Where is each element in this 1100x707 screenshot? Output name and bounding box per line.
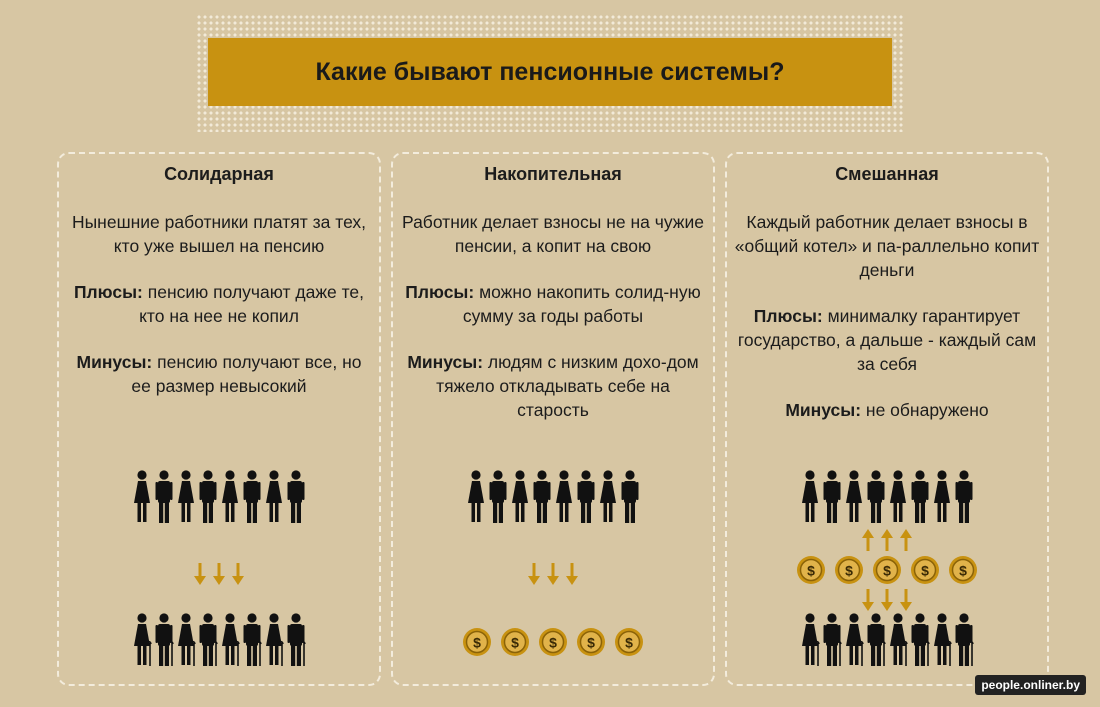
arrow-down-icon <box>898 588 914 612</box>
arrows-up <box>727 528 1047 552</box>
elderly-person-icon <box>176 613 196 667</box>
coin-icon <box>872 555 902 585</box>
svg-text:$: $ <box>959 562 967 579</box>
card-title: Солидарная <box>164 164 274 184</box>
elderly-person-icon <box>910 613 930 667</box>
arrow-down-icon <box>879 588 895 612</box>
coin-icon <box>462 627 492 657</box>
cons-value: людям с низким дохо-дом тяжело откладывать себе на старость <box>436 352 699 420</box>
arrow-down-icon <box>211 562 227 586</box>
person-icon <box>620 470 640 524</box>
workers-row <box>59 470 379 524</box>
elderly-person-icon <box>132 613 152 667</box>
pros-label: Плюсы: <box>753 306 823 326</box>
person-icon <box>220 470 240 524</box>
arrow-down-icon <box>564 562 580 586</box>
person-icon <box>554 470 574 524</box>
elderly-person-icon <box>822 613 842 667</box>
card-title: Смешанная <box>835 164 939 184</box>
cons-text <box>65 350 373 398</box>
retirees-row <box>727 613 1047 667</box>
pros-text <box>733 304 1041 376</box>
card-description <box>733 210 1041 444</box>
elderly-person-icon <box>242 613 262 667</box>
svg-text:$: $ <box>883 562 891 579</box>
person-icon <box>488 470 508 524</box>
pros-value: можно накопить солид-ную сумму за годы работы <box>462 282 701 326</box>
person-icon <box>242 470 262 524</box>
pros-value: минималку гарантирует государство, а дальше - каждый сам за себя <box>737 306 1037 374</box>
person-icon <box>132 470 152 524</box>
cons-value: не обнаружено <box>865 400 989 420</box>
svg-text:$: $ <box>625 634 633 651</box>
arrow-down-icon <box>526 562 542 586</box>
elderly-person-icon <box>198 613 218 667</box>
arrow-down-icon <box>192 562 208 586</box>
elderly-person-icon <box>220 613 240 667</box>
coin-icon <box>538 627 568 657</box>
person-icon <box>932 470 952 524</box>
arrow-up-icon <box>879 528 895 552</box>
pros-label: Плюсы: <box>405 282 475 302</box>
person-icon <box>154 470 174 524</box>
person-icon <box>910 470 930 524</box>
workers-row <box>727 470 1047 524</box>
person-icon <box>466 470 486 524</box>
person-icon <box>866 470 886 524</box>
elderly-person-icon <box>866 613 886 667</box>
svg-text:$: $ <box>511 634 519 651</box>
arrow-down-icon <box>545 562 561 586</box>
coin-icon <box>500 627 530 657</box>
retirees-row <box>59 613 379 667</box>
pros-text <box>65 280 373 328</box>
coin-icon <box>576 627 606 657</box>
coins-row <box>393 627 713 657</box>
title-banner <box>208 38 892 106</box>
person-icon <box>888 470 908 524</box>
person-icon <box>510 470 530 524</box>
cons-text <box>733 398 1041 422</box>
card-smeshannaya <box>725 152 1049 686</box>
pros-text <box>399 280 707 328</box>
person-icon <box>264 470 284 524</box>
card-description <box>399 210 707 444</box>
elderly-person-icon <box>932 613 952 667</box>
arrows-down <box>393 562 713 586</box>
cons-text <box>399 350 707 422</box>
person-icon <box>954 470 974 524</box>
card-title: Накопительная <box>484 164 622 184</box>
system-description: Нынешние работники платят за тех, кто уже вышел на пенсию <box>71 212 367 256</box>
arrows-down <box>59 562 379 586</box>
arrow-up-icon <box>860 528 876 552</box>
system-description: Работник делает взносы не на чужие пенсии, а копит на свою <box>401 212 704 256</box>
svg-text:$: $ <box>921 562 929 579</box>
arrows-down <box>727 588 1047 612</box>
coin-icon <box>834 555 864 585</box>
arrow-up-icon <box>898 528 914 552</box>
arrow-down-icon <box>860 588 876 612</box>
svg-text:$: $ <box>473 634 481 651</box>
person-icon <box>822 470 842 524</box>
svg-text:$: $ <box>845 562 853 579</box>
system-description: Каждый работник делает взносы в «общий котел» и па-раллельно копит деньги <box>734 212 1040 280</box>
card-nakopitelnaya <box>391 152 715 686</box>
cons-value: пенсию получают все, но ее размер невысокий <box>131 352 362 396</box>
cons-label: Минусы: <box>785 400 862 420</box>
coin-icon <box>910 555 940 585</box>
svg-text:$: $ <box>587 634 595 651</box>
person-icon <box>286 470 306 524</box>
elderly-person-icon <box>888 613 908 667</box>
coins-row <box>727 555 1047 585</box>
person-icon <box>576 470 596 524</box>
elderly-person-icon <box>264 613 284 667</box>
person-icon <box>198 470 218 524</box>
cons-label: Минусы: <box>76 352 153 372</box>
coin-icon <box>948 555 978 585</box>
arrow-down-icon <box>230 562 246 586</box>
elderly-person-icon <box>800 613 820 667</box>
svg-text:$: $ <box>549 634 557 651</box>
pros-label: Плюсы: <box>73 282 143 302</box>
elderly-person-icon <box>954 613 974 667</box>
card-solidarnaya <box>57 152 381 686</box>
person-icon <box>176 470 196 524</box>
coin-icon <box>796 555 826 585</box>
watermark: people.onliner.by <box>975 675 1086 695</box>
page-title: Какие бывают пенсионные системы? <box>315 57 785 86</box>
coin-icon <box>614 627 644 657</box>
elderly-person-icon <box>286 613 306 667</box>
person-icon <box>844 470 864 524</box>
elderly-person-icon <box>844 613 864 667</box>
elderly-person-icon <box>154 613 174 667</box>
workers-row <box>393 470 713 524</box>
svg-text:$: $ <box>807 562 815 579</box>
person-icon <box>598 470 618 524</box>
pros-value: пенсию получают даже те, кто на нее не копил <box>139 282 365 326</box>
person-icon <box>532 470 552 524</box>
card-description <box>65 210 373 420</box>
cons-label: Минусы: <box>407 352 484 372</box>
person-icon <box>800 470 820 524</box>
